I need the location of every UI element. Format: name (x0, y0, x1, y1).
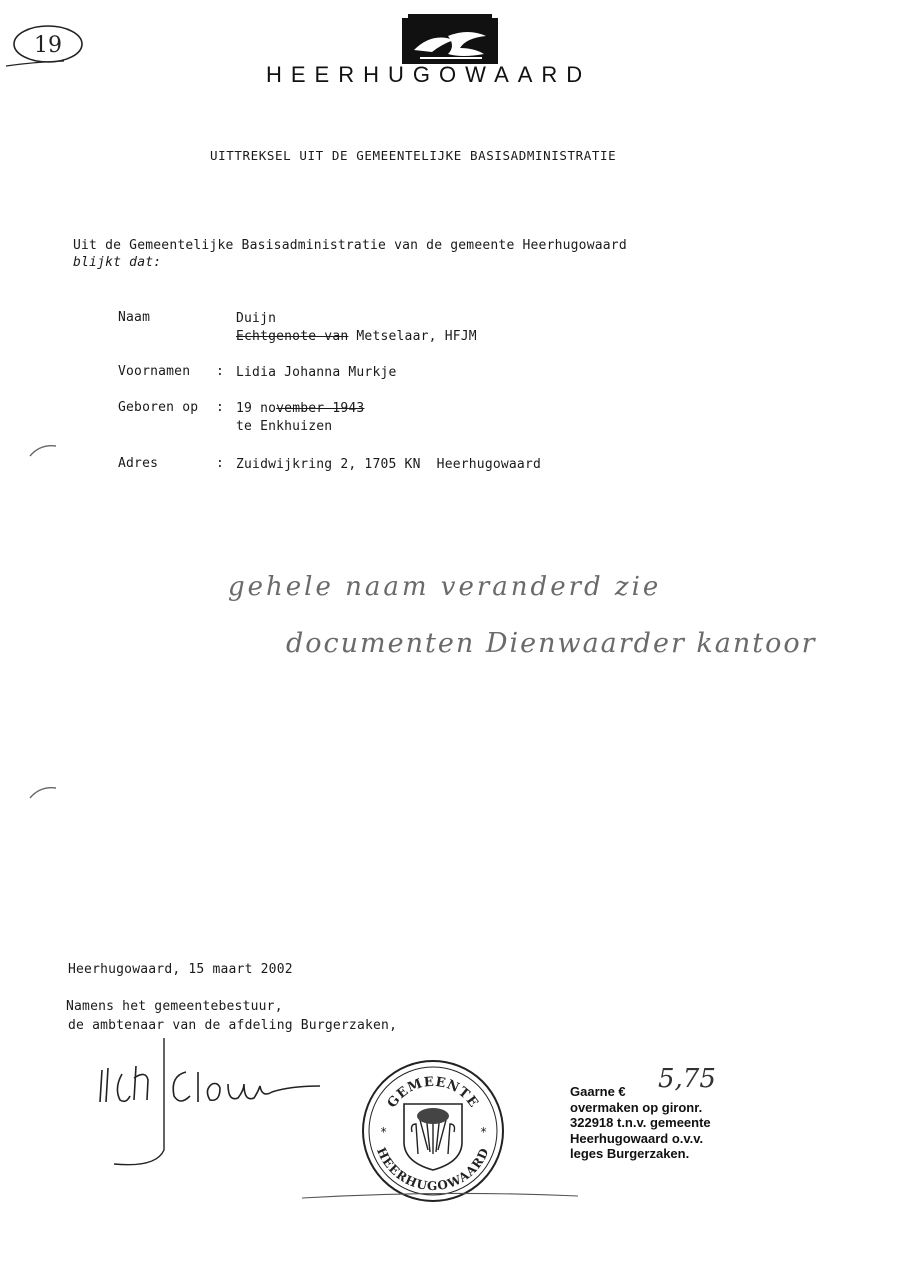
fee-line-5: leges Burgerzaken. (570, 1146, 690, 1161)
handwritten-signature (90, 1030, 340, 1180)
fee-instructions (570, 1064, 716, 1162)
svg-text:GEMEENTE (385, 1075, 481, 1111)
geboren-struck-text: vember 1943 (276, 401, 365, 416)
document-title: UITTREKSEL UIT DE GEMEENTELIJKE BASISADMINISTRATIE (210, 148, 617, 163)
geboren-colon: : (216, 400, 225, 415)
bottom-rule (300, 1188, 580, 1202)
scan-mark (28, 782, 58, 802)
voornamen-value: Lidia Johanna Murkje (236, 365, 397, 380)
adres-label: Adres (118, 456, 159, 471)
geboren-day: 19 no (236, 401, 277, 416)
page-number: 19 (34, 33, 62, 58)
on-behalf-line: Namens het gemeentebestuur, (66, 999, 283, 1014)
naam-partner-name: Metselaar, HFJM (348, 329, 477, 344)
intro-line-2: blijkt dat: (73, 255, 162, 270)
date-line: Heerhugowaard, 15 maart 2002 (68, 962, 293, 977)
naam-struck-text: Echtgenote van (236, 329, 349, 344)
handwritten-note-line-1: gehele naam veranderd zie (228, 572, 662, 602)
official-line: de ambtenaar van de afdeling Burgerzaken, (68, 1018, 398, 1033)
geboren-value (236, 400, 364, 436)
svg-text:*: * (380, 1125, 388, 1139)
intro-text (73, 237, 627, 271)
geboren-label: Geboren op (118, 400, 199, 415)
seal-bottom-text: HEERHUGOWAARD (374, 1145, 492, 1194)
page-number-circle (4, 22, 84, 68)
fee-amount: 5,75 (658, 1064, 716, 1094)
geboren-place: te Enkhuizen (236, 419, 333, 434)
scan-mark (28, 440, 58, 460)
fee-line-3: 322918 t.n.v. gemeente (570, 1115, 711, 1130)
naam-partner (236, 328, 477, 346)
svg-text:*: * (480, 1125, 488, 1139)
naam-surname: Duijn (236, 311, 277, 326)
seal-top-text: GEMEENTE (384, 1074, 482, 1111)
naam-value (236, 310, 477, 346)
municipality-logo-icon (402, 14, 498, 66)
geboren-date (236, 400, 364, 418)
fee-line-4: Heerhugowaard o.v.v. (570, 1130, 704, 1146)
municipality-name: HEERHUGOWAARD (266, 62, 592, 87)
handwritten-note-line-2: documenten Dienwaarder kantoor (286, 628, 817, 659)
voornamen-colon: : (216, 364, 225, 379)
fee-label: Gaarne € (570, 1084, 626, 1099)
fee-line-1 (570, 1064, 716, 1100)
fee-line-2: overmaken op gironr. (570, 1099, 703, 1115)
naam-label: Naam (118, 310, 151, 325)
adres-colon: : (216, 456, 225, 471)
voornamen-label: Voornamen (118, 364, 191, 379)
municipality-seal (360, 1058, 506, 1204)
intro-line-1: Uit de Gemeentelijke Basisadministratie van de gemeente Heerhugowaard (73, 238, 627, 253)
adres-value: Zuidwijkring 2, 1705 KN Heerhugowaard (236, 457, 542, 472)
